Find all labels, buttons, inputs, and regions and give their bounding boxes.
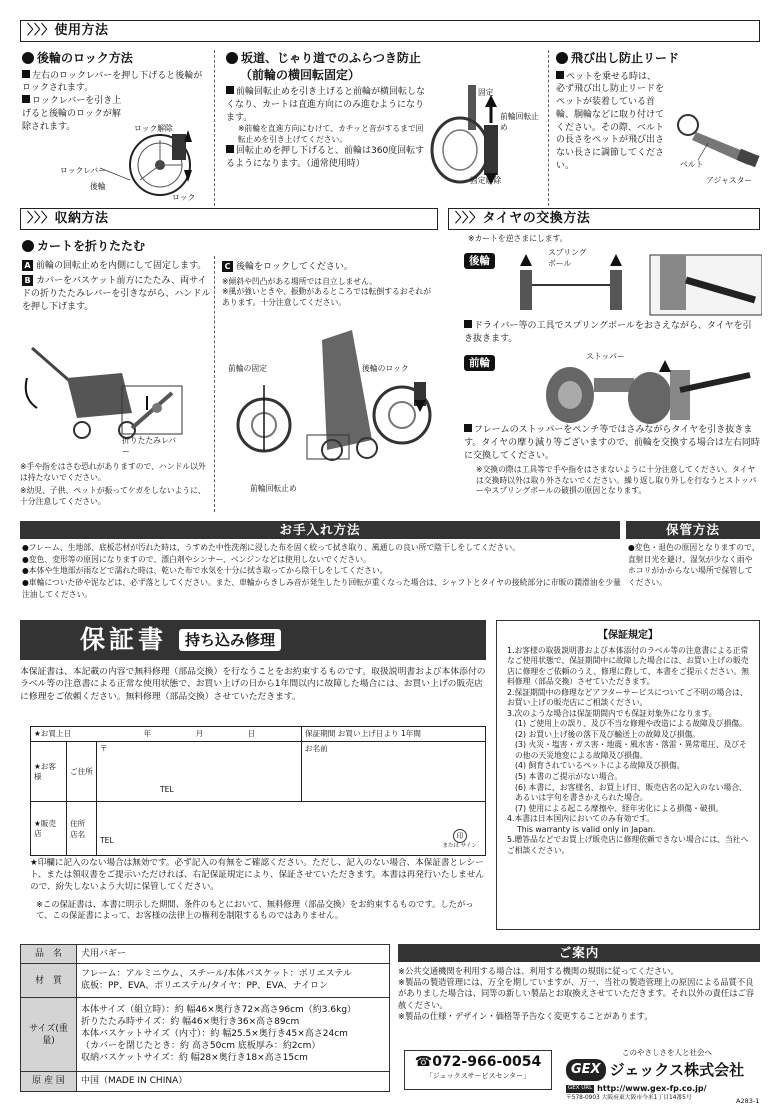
step-b-text: カバーをバスケット前方にたたみ、両サイドの折りたたみレバーを引きながら、ハンドルを押し下げます。 xyxy=(22,276,211,312)
front-stopper-label: 前輪回転止め xyxy=(500,112,539,132)
care-item: ●変色、変形等の原因になりますので、漂白剤やシンナー、ベンジンなどは使用しないでください。 xyxy=(22,554,371,564)
company-name: ジェックス株式会社 xyxy=(609,1060,745,1079)
fold-lever-label: 折りたたみレバー xyxy=(122,436,177,456)
stamp-icon: 印 xyxy=(453,829,467,843)
square-bullet-icon xyxy=(226,145,234,153)
terms-item: 4.本書は日本国内においてのみ有効です。 xyxy=(507,814,655,824)
adjuster-label: アジャスター xyxy=(706,176,753,185)
square-bullet-icon xyxy=(556,71,564,79)
divider xyxy=(214,50,215,206)
front-tag: 前輪 xyxy=(464,355,495,371)
step-b-tag: B xyxy=(22,275,33,286)
care-item: ●フレーム、生地部、底板芯材が汚れた時は、うすめた中性洗剤に浸した布を固く絞って拭き取り、風通しの良い所で陰干しをしてください。 xyxy=(22,543,520,552)
care-header: お手入れ方法 xyxy=(20,521,620,539)
spec-header: 品 名 xyxy=(21,945,77,964)
spring-label: スプリングボール xyxy=(548,248,587,268)
gex-logo: GEX xyxy=(566,1059,606,1081)
tire-header: 〉〉〉タイヤの交換方法 xyxy=(448,208,760,230)
front-swivel-title2: （前輪の横回転固定） xyxy=(240,67,361,82)
rear-tag: 後輪 xyxy=(464,253,495,269)
terms-item: 1.お客様の取扱説明書および本体添付のラベル等の注意書による正常なご使用状態で、保証期間中に故障した場合には、お買い上げの販売店に修理をご依頼のうえ、修理に際して、本書をご提示ください。無料修理（部品交換）させていただきます。 xyxy=(507,645,750,687)
warranty-note2: ※この保証書は、本書に明示した期間、条件のもとにおいて、無料修理（部品交換）をお約束するものです。したがって、この保証書によって、お客様の法律上の権利を制限するものではありません。 xyxy=(36,899,474,921)
front-tire-text: フレームのストッパーをペンチ等ではさみながらタイヤを引き抜きます。タイヤの摩り減り等ございますので、前輪を交換する場合は左右同時に交換してください。 xyxy=(464,425,760,461)
terms-box xyxy=(496,620,760,930)
leash-text: ペットを乗せる時は、必ず飛び出し防止リードをペットが装着している首輪、胴輪などに取り付けてください。その際、ベルトの長さをペットが飛び出さない長さに調節してください。 xyxy=(556,71,665,171)
step-a-text: 前輪の回転止めを内側にして固定します。 xyxy=(36,260,207,271)
terms-item: 5.贈答品などでお買上げ販売店に修理依頼できない場合には、当社へご相談ください。 xyxy=(507,835,749,855)
front-stop-label: 前輪回転止め xyxy=(250,484,297,493)
notice-item: ※製品の製造管理には、万全を期していますが、万一、当社の製造管理上の原因による品質不良がありました場合は、同等の新しい製品とお取換えさせていただきます。それ以外の責任はご容赦ください。 xyxy=(398,977,755,1010)
front-swivel-illustration xyxy=(430,85,550,190)
spec-header: 材 質 xyxy=(21,964,77,998)
care-item: ●車輪についた砂や泥などは、必ず落としてください。また、車輪からきしみ音が発生したり回転が重くなった場合は、シャフトとタイヤの接続部分に市販の潤滑油を少量注油してください。 xyxy=(22,578,621,599)
front-swivel-text2: 回転止めを押し下げると、前輪は360度回転するようになります。（通常使用時） xyxy=(226,146,425,170)
spec-header: 原 産 国 xyxy=(21,1072,77,1091)
company-block xyxy=(566,1048,760,1103)
notice-list xyxy=(398,966,760,1022)
bullet-icon xyxy=(556,52,568,64)
stopper-label: ストッパー xyxy=(586,352,625,361)
care-list xyxy=(22,542,622,600)
notice-item: ※製品の仕様・デザイン・価格等予告なく変更することがあります。 xyxy=(398,1010,653,1021)
fold-illustration xyxy=(22,338,212,458)
day-label: 日 xyxy=(247,729,256,738)
front-tire-illustration xyxy=(540,360,760,425)
phone-number: ☎072-966-0054 xyxy=(414,1054,542,1070)
leash-illustration xyxy=(668,90,762,185)
terms-item: (5) 本書のご提示がない場合。 xyxy=(515,771,623,781)
rear-lock-text: 左右のロックレバーを押し下げると後輪がロックされます。 xyxy=(22,70,203,94)
terms-item: (6) 本書に、お客様名、お買上げ日、販売店名の記入のない場合、あるいは字句を書きかえられた場合。 xyxy=(515,782,747,803)
fix-label: 固定 xyxy=(478,88,494,97)
terms-item: This warranty is valid only in Japan. xyxy=(517,824,656,834)
store-field[interactable] xyxy=(97,802,486,856)
spec-value: フレーム：アルミニウム、スチール/本体バスケット：ポリエステル 底板：PP、EVA、ポリエステル/タイヤ：PP、EVA、ナイロン xyxy=(77,964,390,998)
month-label: 月 xyxy=(195,729,204,738)
tel-label: TEL xyxy=(160,784,174,794)
terms-item: (7) 使用による起こる摩擦や、経年劣化による損傷・破損。 xyxy=(515,803,724,813)
address-field[interactable] xyxy=(97,742,302,802)
front-swivel-note: ※前輪を直進方向にむけて、カチッと音がするまで回転止めを引き上げてください。 xyxy=(238,124,424,144)
fold-section xyxy=(22,238,212,314)
spec-table xyxy=(20,944,390,1092)
rear-unlock-text: ロックレバーを引き上げると後輪のロックが解除されます。 xyxy=(22,96,122,132)
square-bullet-icon xyxy=(22,70,30,78)
terms-item: 3.次のような場合は保証期間内でも保証対象外になります。 xyxy=(507,708,717,718)
name-label: お名前 xyxy=(305,744,328,754)
step-c-note1: ※傾斜や凹凸がある場所では自立しません。 xyxy=(222,276,378,286)
store-label: ★販売店 xyxy=(31,802,67,856)
step-c-tag: C xyxy=(222,261,233,272)
purchase-date-label: ★お買上日 xyxy=(34,729,72,738)
step-a-tag: A xyxy=(22,260,33,271)
square-bullet-icon xyxy=(226,86,234,94)
url-tag: GEX URL xyxy=(568,1085,593,1091)
store-name-label: 店名 xyxy=(70,829,86,839)
store-address-label: 住所 xyxy=(70,818,86,828)
terms-item: (4) 飼育されているペットによる故障及び損傷。 xyxy=(515,761,685,771)
front-swivel-text1: 前輪回転止めを引き上げると前輪が横回転しなくなり、カートは直進方向にのみ進むようになります。 xyxy=(226,87,426,123)
usage-header: 〉〉〉使用方法 xyxy=(20,20,760,42)
divider xyxy=(548,50,549,206)
warranty-period: 保証期間 お買い上げ日より 1年間 xyxy=(302,727,486,742)
bullet-icon xyxy=(226,52,238,64)
storage-header: 〉〉〉収納方法 xyxy=(20,208,438,230)
spec-value: 本体サイズ（組立時）：約 幅46×奥行き72×高さ96cm（約3.6kg） 折りたたみ時サイズ：約 幅46×奥行き36×高さ89cm 本体バスケットサイズ（内寸）：約 幅25.5×奥行き45×高さ24cm （カバーを閉じたとき：約 高さ50cm 底板厚み：約2cm） 収納バスケットサイズ：約 幅28×奥行き18×高さ15cm xyxy=(77,998,390,1072)
phone-box xyxy=(404,1050,552,1090)
store-tel-label: TEL xyxy=(100,836,114,846)
flip-note: ※カートを逆さまにします。 xyxy=(468,234,568,243)
company-url[interactable]: http://www.gex-fp.co.jp/ xyxy=(597,1084,707,1094)
warranty-form xyxy=(30,726,486,856)
square-bullet-icon xyxy=(464,320,472,328)
release-label: 固定解除 xyxy=(470,176,502,185)
keep-header: 保管方法 xyxy=(626,521,760,539)
lock-label: ロック xyxy=(172,193,196,202)
rear-wheel-label: 後輪 xyxy=(90,182,106,191)
notice-item: ※公共交通機関を利用する場合は、利用する機関の規則に従ってください。 xyxy=(398,966,679,976)
service-center: 「ジェックスサービスセンター」 xyxy=(425,1072,531,1081)
front-tire-note: ※交換の際は工具等で手や指をはさまないように十分注意してください。タイヤは交換時以外は取り外さないでください。繰り返し取り外しを行なうとストッパーやスプリングボールの破損の原因となります。 xyxy=(476,465,757,496)
address-label: ご住所 xyxy=(67,742,97,802)
spec-header: サイズ(重量) xyxy=(21,998,77,1072)
step-c-text: 後輪をロックしてください。 xyxy=(236,262,353,272)
warranty-title: 保証書 xyxy=(80,624,168,654)
leash-title: 飛び出し防止リード xyxy=(571,51,680,65)
note-hands: ※手や指をはさむ恐れがありますので、ハンドル以外は持たないでください。 xyxy=(20,462,206,482)
bullet-icon xyxy=(22,52,34,64)
terms-item: 2.保証期間中の修理などアフターサービスについてご不明の場合は、お買い上げの販売店にご相談ください。 xyxy=(507,687,748,708)
unlock-label: ロック解除 xyxy=(134,124,173,133)
customer-label: ★お客様 xyxy=(31,742,67,802)
front-fixed-label: 前輪の固定 xyxy=(228,364,267,373)
postal-mark: 〒 xyxy=(100,744,108,754)
fold-title: カートを折りたたむ xyxy=(37,239,146,253)
spec-value: 犬用バギー xyxy=(77,945,390,964)
terms-title: 【保証規定】 xyxy=(598,630,658,641)
note-kids: ※幼児、子供、ペットが振ってケガをしないように、十分注意してください。 xyxy=(20,486,206,506)
belt-label: ベルト xyxy=(680,160,704,169)
lock-lever-label: ロックレバー xyxy=(60,166,107,175)
terms-item: (3) 火災・塩害・ガス害・地震・風水害・落雷・異常電圧、及びその他の天災地変による故障及び損傷。 xyxy=(515,740,747,760)
stamp-sub: または サイン xyxy=(442,842,477,849)
divider xyxy=(214,256,215,512)
warranty-intro: 本保証書は、本記載の内容で無料修理（部品交換）を行なうことをお約束するものです。取扱説明書および本体添付のラベル等の注意書による正常な使用状態で、お買い上げの日から1年間以内に故障した場合には、お買い上げの販売店に修理をご依頼ください。無料修理（部品交換）させていただきます。 xyxy=(20,667,486,702)
company-tagline: このやさしさを人と社会へ xyxy=(622,1048,712,1057)
warranty-notes: ★印欄に記入のない場合は無効です。必ず記入の有無をご確認ください。ただし、記入のない場合、本保証書とレシート、または領収書をご提示いただければ、右記保証規定により、保証させていただきます。本書は再発行いたしませんので、紛失しないよう大切に保管してください。 xyxy=(30,858,485,893)
square-bullet-icon xyxy=(464,424,472,432)
year-label: 年 xyxy=(143,729,152,738)
care-item: ●本体や生地部が雨などで濡れた時は、乾いた布で水気を十分に拭き取ってから陰干しをしてください。 xyxy=(22,566,388,576)
step-c-section xyxy=(222,261,438,308)
rear-tire-illustration xyxy=(500,250,762,320)
bullet-icon xyxy=(22,240,34,252)
front-swivel-title: 坂道、じゃり道でのふらつき防止 xyxy=(241,51,421,65)
spec-value: 中国（MADE IN CHINA） xyxy=(77,1072,390,1091)
step-c-note2: ※風が強いときや、振動があるところでは転倒するおそれがあります。十分注意してください。 xyxy=(222,287,432,307)
folded-cart-illustration xyxy=(222,330,438,490)
rear-tire-text: ドライバー等の工具でスプリングボールをおさえながら、タイヤを引き抜きます。 xyxy=(464,321,752,344)
rear-lock-title: 後輪のロック方法 xyxy=(37,51,133,65)
document-code: A283-1 xyxy=(736,1097,760,1105)
company-address: 〒578-0903 大阪府東大阪市今米1丁目14番5号 xyxy=(566,1095,692,1102)
terms-item: (1) ご使用上の誤り、及び不当な修理や改造による故障及び損傷。 xyxy=(515,719,747,729)
name-field[interactable] xyxy=(302,742,486,802)
notice-header: ご案内 xyxy=(398,944,760,962)
keep-text: ●変色・退色の原因となりますので、直射日光を避け、湿気が少なく雨やホコリがかからない場所で保管してください。 xyxy=(628,543,760,588)
rear-lock-label: 後輪のロック xyxy=(362,364,409,373)
square-bullet-icon xyxy=(22,95,30,103)
terms-item: (2) お買い上げ後の落下及び輸送上の故障及び損傷。 xyxy=(515,729,701,739)
warranty-subtitle: 持ち込み修理 xyxy=(179,629,281,652)
